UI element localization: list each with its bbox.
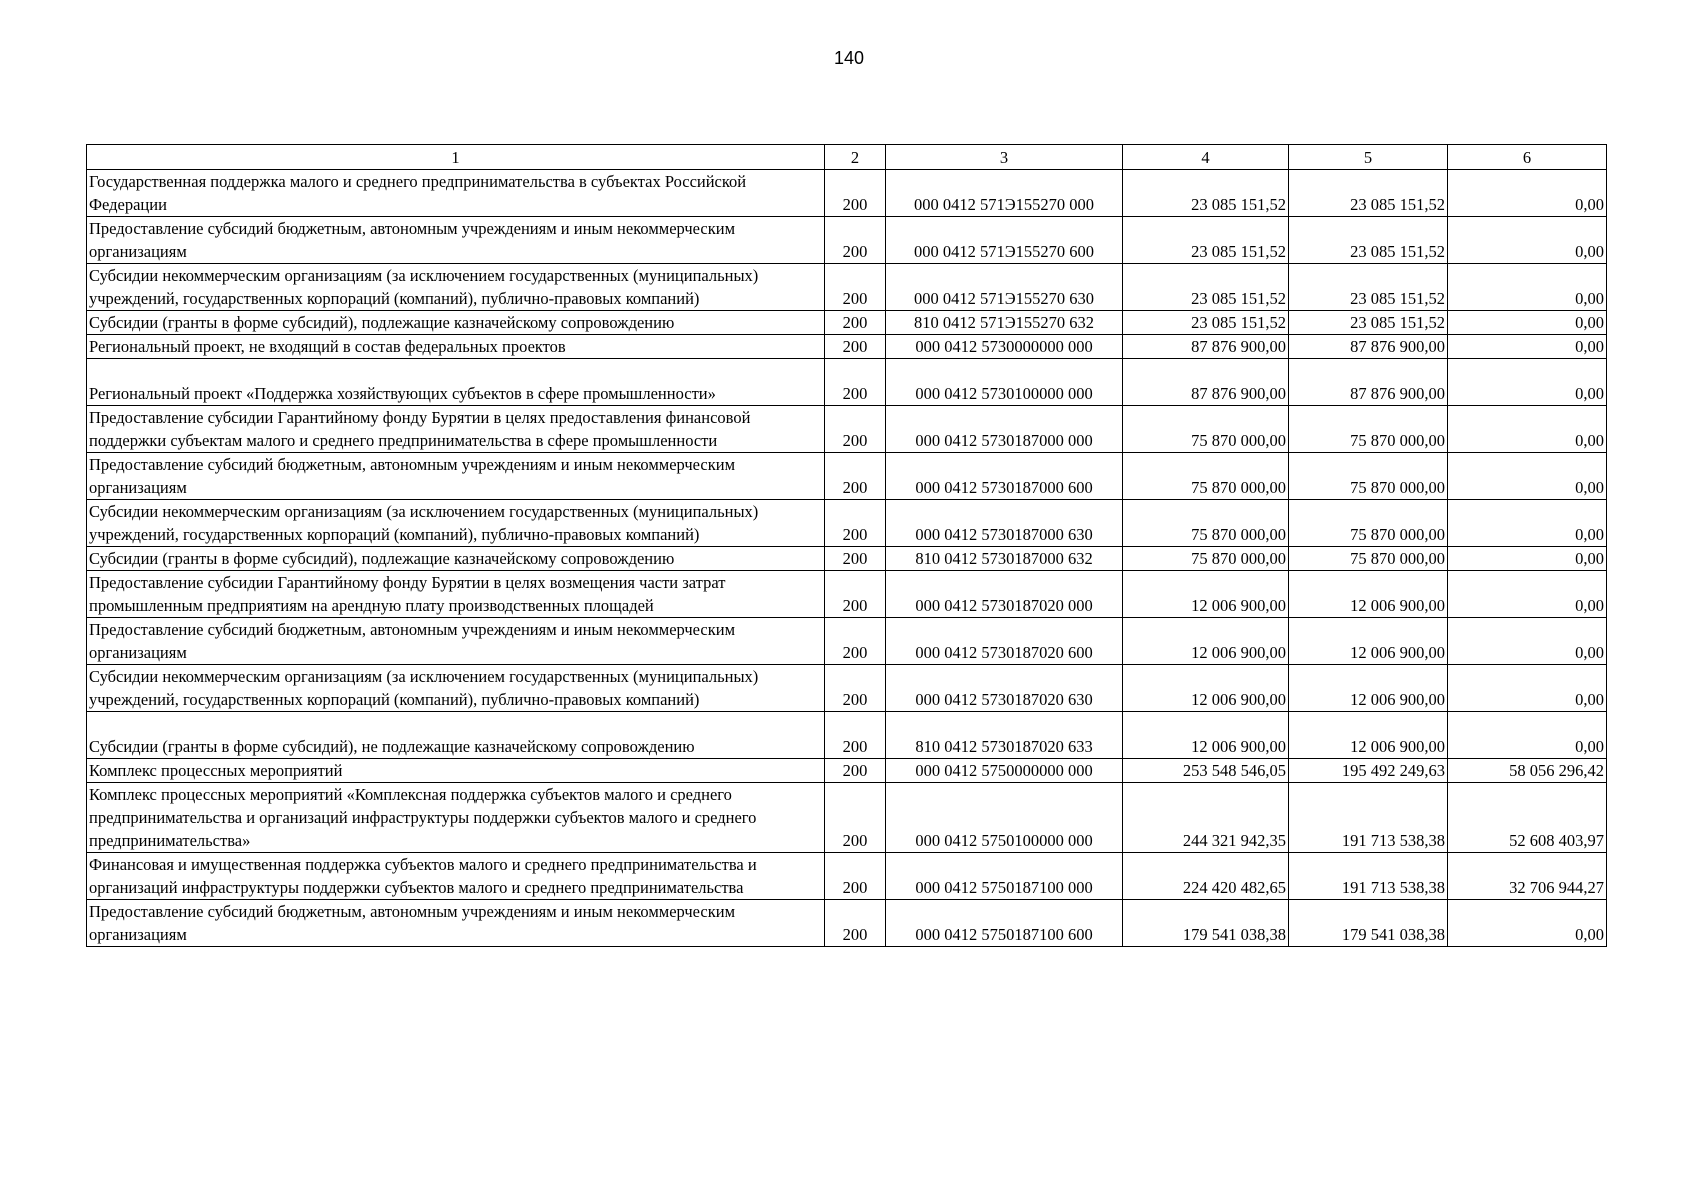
row-value-col6: 0,00 — [1448, 335, 1607, 359]
row-code-cell: 200 — [825, 170, 886, 217]
row-kbk-cell: 000 0412 5750187100 600 — [886, 900, 1123, 947]
row-value-col6: 0,00 — [1448, 571, 1607, 618]
row-kbk-cell: 000 0412 571Э155270 000 — [886, 170, 1123, 217]
row-code-cell: 200 — [825, 759, 886, 783]
row-value-col4: 12 006 900,00 — [1123, 618, 1289, 665]
row-value-col5: 75 870 000,00 — [1289, 547, 1448, 571]
row-value-col5: 191 713 538,38 — [1289, 783, 1448, 853]
row-value-col6: 52 608 403,97 — [1448, 783, 1607, 853]
table-row — [87, 853, 1607, 900]
row-kbk-cell: 000 0412 5730000000 000 — [886, 335, 1123, 359]
table-row — [87, 406, 1607, 453]
table-row — [87, 264, 1607, 311]
row-kbk-cell: 810 0412 571Э155270 632 — [886, 311, 1123, 335]
table-row — [87, 783, 1607, 853]
row-name-cell: Комплекс процессных мероприятий — [87, 759, 825, 783]
row-code-cell: 200 — [825, 453, 886, 500]
row-value-col4: 12 006 900,00 — [1123, 665, 1289, 712]
row-value-col4: 87 876 900,00 — [1123, 335, 1289, 359]
row-value-col5: 195 492 249,63 — [1289, 759, 1448, 783]
table-row — [87, 500, 1607, 547]
table-body — [87, 170, 1607, 947]
row-value-col4: 253 548 546,05 — [1123, 759, 1289, 783]
row-code-cell: 200 — [825, 217, 886, 264]
table-row — [87, 217, 1607, 264]
row-code-cell: 200 — [825, 359, 886, 406]
row-name-cell: Субсидии некоммерческим организациям (за исключением государственных (муниципальных) учреждений, государственных корпораций (компаний), публично-правовых компаний) — [87, 500, 825, 547]
row-value-col5: 87 876 900,00 — [1289, 335, 1448, 359]
row-name-cell: Предоставление субсидий бюджетным, автономным учреждениям и иным некоммерческим организациям — [87, 453, 825, 500]
row-kbk-cell: 000 0412 5730100000 000 — [886, 359, 1123, 406]
row-name-cell: Субсидии (гранты в форме субсидий), не подлежащие казначейскому сопровождению — [87, 712, 825, 759]
row-value-col4: 23 085 151,52 — [1123, 217, 1289, 264]
row-kbk-cell: 000 0412 5730187020 000 — [886, 571, 1123, 618]
row-name-cell: Субсидии (гранты в форме субсидий), подлежащие казначейскому сопровождению — [87, 311, 825, 335]
row-kbk-cell: 000 0412 5750100000 000 — [886, 783, 1123, 853]
row-name-cell: Предоставление субсидий бюджетным, автономным учреждениям и иным некоммерческим организациям — [87, 217, 825, 264]
row-value-col5: 12 006 900,00 — [1289, 618, 1448, 665]
row-kbk-cell: 810 0412 5730187000 632 — [886, 547, 1123, 571]
column-header: 2 — [825, 145, 886, 170]
row-value-col5: 12 006 900,00 — [1289, 712, 1448, 759]
row-value-col6: 0,00 — [1448, 712, 1607, 759]
row-value-col6: 0,00 — [1448, 665, 1607, 712]
row-value-col4: 75 870 000,00 — [1123, 406, 1289, 453]
row-name-cell: Государственная поддержка малого и среднего предпринимательства в субъектах Российской Федерации — [87, 170, 825, 217]
row-value-col6: 0,00 — [1448, 900, 1607, 947]
row-kbk-cell: 000 0412 5750187100 000 — [886, 853, 1123, 900]
row-kbk-cell: 000 0412 5750000000 000 — [886, 759, 1123, 783]
row-value-col4: 23 085 151,52 — [1123, 311, 1289, 335]
row-value-col4: 244 321 942,35 — [1123, 783, 1289, 853]
row-code-cell: 200 — [825, 406, 886, 453]
row-value-col5: 23 085 151,52 — [1289, 170, 1448, 217]
row-code-cell: 200 — [825, 712, 886, 759]
row-name-cell: Предоставление субсидий бюджетным, автономным учреждениям и иным некоммерческим организациям — [87, 900, 825, 947]
row-value-col5: 75 870 000,00 — [1289, 500, 1448, 547]
table-header-row — [87, 145, 1607, 170]
row-value-col5: 23 085 151,52 — [1289, 311, 1448, 335]
row-name-cell: Субсидии некоммерческим организациям (за исключением государственных (муниципальных) учреждений, государственных корпораций (компаний), публично-правовых компаний) — [87, 665, 825, 712]
row-code-cell: 200 — [825, 783, 886, 853]
column-header: 5 — [1289, 145, 1448, 170]
row-name-cell: Комплекс процессных мероприятий «Комплексная поддержка субъектов малого и среднего предпринимательства и организаций инфраструктуры поддержки субъектов малого и среднего предпринимательства» — [87, 783, 825, 853]
table-row — [87, 547, 1607, 571]
row-value-col5: 23 085 151,52 — [1289, 264, 1448, 311]
row-name-cell: Финансовая и имущественная поддержка субъектов малого и среднего предпринимательства и организаций инфраструктуры поддержки субъектов малого и среднего предпринимательства — [87, 853, 825, 900]
row-code-cell: 200 — [825, 900, 886, 947]
row-name-cell: Предоставление субсидий бюджетным, автономным учреждениям и иным некоммерческим организациям — [87, 618, 825, 665]
page-number: 140 — [833, 48, 865, 68]
row-code-cell: 200 — [825, 500, 886, 547]
table-row — [87, 900, 1607, 947]
row-code-cell: 200 — [825, 618, 886, 665]
row-code-cell: 200 — [825, 571, 886, 618]
column-header: 1 — [87, 145, 825, 170]
row-value-col5: 75 870 000,00 — [1289, 453, 1448, 500]
row-name-cell: Субсидии (гранты в форме субсидий), подлежащие казначейскому сопровождению — [87, 547, 825, 571]
row-value-col5: 191 713 538,38 — [1289, 853, 1448, 900]
row-value-col5: 12 006 900,00 — [1289, 571, 1448, 618]
column-header: 3 — [886, 145, 1123, 170]
row-value-col5: 87 876 900,00 — [1289, 359, 1448, 406]
row-kbk-cell: 000 0412 5730187020 630 — [886, 665, 1123, 712]
row-value-col6: 0,00 — [1448, 217, 1607, 264]
row-kbk-cell: 000 0412 571Э155270 600 — [886, 217, 1123, 264]
table-row — [87, 712, 1607, 759]
row-name-cell: Предоставление субсидии Гарантийному фонду Бурятии в целях предоставления финансовой поддержки субъектам малого и среднего предпринимательства в сфере промышленности — [87, 406, 825, 453]
row-value-col6: 0,00 — [1448, 618, 1607, 665]
row-value-col6: 0,00 — [1448, 453, 1607, 500]
row-value-col6: 0,00 — [1448, 170, 1607, 217]
row-value-col5: 23 085 151,52 — [1289, 217, 1448, 264]
row-value-col6: 0,00 — [1448, 547, 1607, 571]
table-row — [87, 759, 1607, 783]
row-value-col4: 179 541 038,38 — [1123, 900, 1289, 947]
row-value-col5: 75 870 000,00 — [1289, 406, 1448, 453]
row-value-col6: 0,00 — [1448, 311, 1607, 335]
row-code-cell: 200 — [825, 853, 886, 900]
table-row — [87, 311, 1607, 335]
row-value-col4: 75 870 000,00 — [1123, 453, 1289, 500]
table-row — [87, 665, 1607, 712]
row-value-col5: 12 006 900,00 — [1289, 665, 1448, 712]
row-kbk-cell: 810 0412 5730187020 633 — [886, 712, 1123, 759]
row-value-col4: 75 870 000,00 — [1123, 547, 1289, 571]
row-code-cell: 200 — [825, 547, 886, 571]
row-name-cell: Субсидии некоммерческим организациям (за исключением государственных (муниципальных) учреждений, государственных корпораций (компаний), публично-правовых компаний) — [87, 264, 825, 311]
row-code-cell: 200 — [825, 665, 886, 712]
row-value-col6: 58 056 296,42 — [1448, 759, 1607, 783]
budget-table — [86, 144, 1607, 947]
row-kbk-cell: 000 0412 5730187000 630 — [886, 500, 1123, 547]
row-kbk-cell: 000 0412 5730187020 600 — [886, 618, 1123, 665]
column-header: 6 — [1448, 145, 1607, 170]
row-value-col4: 224 420 482,65 — [1123, 853, 1289, 900]
row-value-col6: 0,00 — [1448, 500, 1607, 547]
row-value-col6: 0,00 — [1448, 264, 1607, 311]
row-value-col6: 32 706 944,27 — [1448, 853, 1607, 900]
row-name-cell: Региональный проект «Поддержка хозяйствующих субъектов в сфере промышленности» — [87, 359, 825, 406]
row-kbk-cell: 000 0412 571Э155270 630 — [886, 264, 1123, 311]
row-value-col4: 12 006 900,00 — [1123, 712, 1289, 759]
row-name-cell: Предоставление субсидии Гарантийному фонду Бурятии в целях возмещения части затрат промышленным предприятиям на арендную плату производственных площадей — [87, 571, 825, 618]
table-row — [87, 618, 1607, 665]
row-value-col4: 23 085 151,52 — [1123, 170, 1289, 217]
row-value-col4: 12 006 900,00 — [1123, 571, 1289, 618]
row-name-cell: Региональный проект, не входящий в состав федеральных проектов — [87, 335, 825, 359]
row-code-cell: 200 — [825, 264, 886, 311]
row-value-col6: 0,00 — [1448, 406, 1607, 453]
row-code-cell: 200 — [825, 335, 886, 359]
row-value-col4: 23 085 151,52 — [1123, 264, 1289, 311]
row-value-col5: 179 541 038,38 — [1289, 900, 1448, 947]
table-row — [87, 359, 1607, 406]
row-value-col4: 87 876 900,00 — [1123, 359, 1289, 406]
row-value-col4: 75 870 000,00 — [1123, 500, 1289, 547]
table-row — [87, 170, 1607, 217]
row-code-cell: 200 — [825, 311, 886, 335]
column-header: 4 — [1123, 145, 1289, 170]
row-value-col6: 0,00 — [1448, 359, 1607, 406]
row-kbk-cell: 000 0412 5730187000 600 — [886, 453, 1123, 500]
table-row — [87, 571, 1607, 618]
table-row — [87, 453, 1607, 500]
row-kbk-cell: 000 0412 5730187000 000 — [886, 406, 1123, 453]
table-row — [87, 335, 1607, 359]
